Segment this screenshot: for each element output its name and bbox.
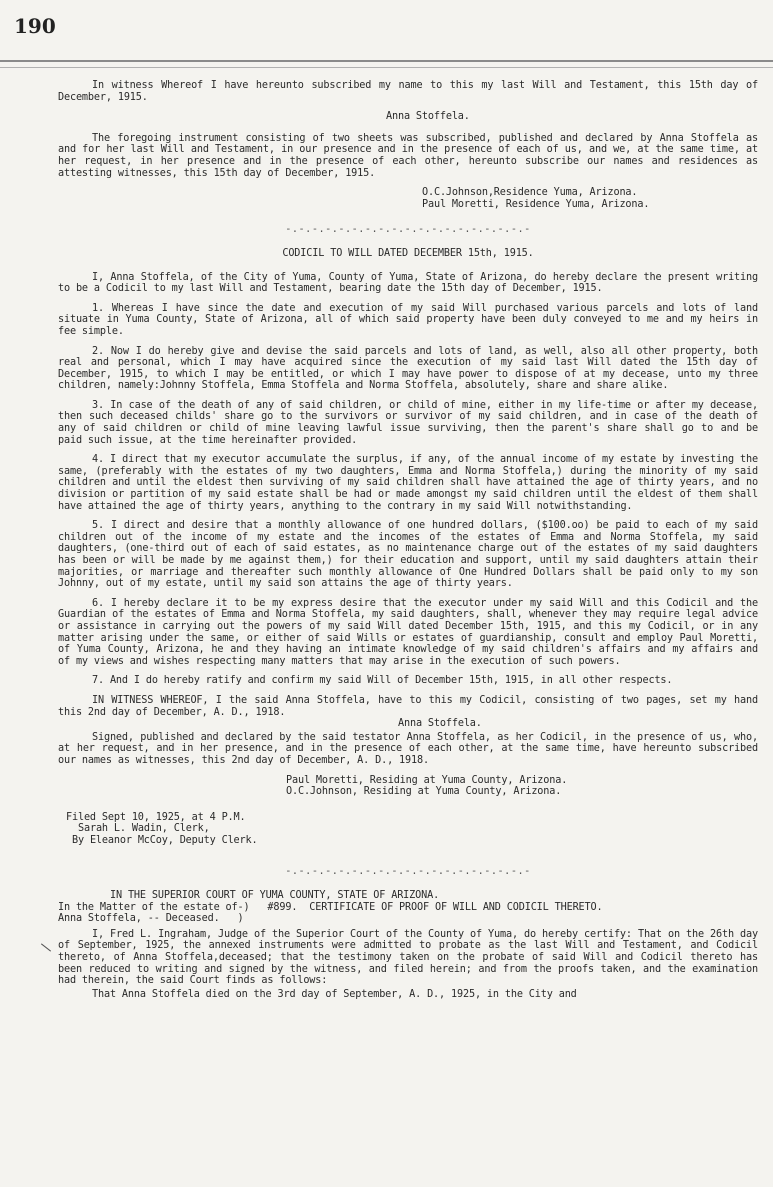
will-witness-2: Paul Moretti, Residence Yuma, Arizona. <box>422 198 650 210</box>
codicil-paragraph-4: 4. I direct that my executor accumulate the surplus, if any, of the annual income of my estate by investing the same, (preferably with the estates of my two daughters, Emma and Norma Stoffela,) during the minority of my said children and until the eldest then surviving of my said children shall have attained the age of thirty years, and no division or partition of my said estate shall be had or made amongst my said children until the eldest of them shall have attained the age of thirty years, anything to the contrary in my said Will notwithstanding. <box>58 454 758 512</box>
will-attestation: In witness Whereof I have hereunto subscribed my name to this my last Will and Testament, this 15th day of December, 1915. <box>58 80 758 103</box>
codicil-heading: CODICIL TO WILL DATED DECEMBER 15th, 1915. <box>282 247 534 259</box>
codicil-witnesses <box>58 775 758 798</box>
will-witness-1: O.C.Johnson,Residence Yuma, Arizona. <box>422 187 638 199</box>
codicil-intro: I, Anna Stoffela, of the City of Yuma, County of Yuma, State of Arizona, do hereby declare the present writing to be a Codicil to my last Will and Testament, bearing date the 15th day of December, 1915. <box>58 271 758 295</box>
separator-1: -.-.-.-.-.-.-.-.-.-.-.-.-.-.-.-.-.-.- <box>285 224 531 236</box>
case-caption <box>58 902 758 925</box>
codicil-paragraph-2: 2. Now I do hereby give and devise the said parcels and lots of land, as well, also all other property, both real and personal, which I may have acquired since the execution of my said last Will dated the 15th day of December, 1915, to which I may be entitled, or which I may have power to dispose of at my decease, unto my three children, namely:Johnny Stoffela, Emma Stoffela and Norma Stoffela, absolutely, share and share alike. <box>58 345 758 392</box>
codicil-paragraph-7: 7. And I do hereby ratify and confirm my said Will of December 15th, 1915, in all other respects. <box>92 675 673 687</box>
caption-line-2: Anna Stoffela, -- Deceased. ) <box>58 913 244 925</box>
codicil-paragraph-1: 1. Whereas I have since the date and execution of my said Will purchased various parcels and lots of land situate in Yuma County, State of Arizona, all of which said property have been duly conveyed to me and my heirs in fee simple. <box>58 302 758 337</box>
separator-2: -.-.-.-.-.-.-.-.-.-.-.-.-.-.-.-.-.-.- <box>285 866 531 878</box>
filing-line-1: Filed Sept 10, 1925, at 4 P.M. <box>66 811 246 823</box>
court-heading: IN THE SUPERIOR COURT OF YUMA COUNTY, STATE OF ARIZONA. <box>110 890 440 902</box>
codicil-paragraph-5: 5. I direct and desire that a monthly allowance of one hundred dollars, ($100.oo) be paid to each of my said children out of the income of my estate and the incomes of the estates of Emma and Norma Stoffela, my said daughters, (one-third out of each of said estates, as no maintenance charge out of the estates of my said daughters has been or will be made by me against them,) for their education and support, until my said daughters attain their majorities, or marriage and thereafter such monthly allowance of One Hundred Dollars shall be paid only to my son Johnny, out of my estate, until my said son attains the age of thirty years. <box>58 520 758 590</box>
codicil-signature: Anna Stoffela. <box>398 718 482 730</box>
certificate-body: I, Fred L. Ingraham, Judge of the Superior Court of the County of Yuma, do hereby certify: That on the 26th day of September, 1925, the annexed instruments were admitted to probate as the last Will and Testament, and Codicil thereto, of Anna Stoffela,deceased; that the testimony taken on the probate of said Will and Codicil thereto has been reduced to writing and signed by the witness, and filed herein; and from the proofs taken, and the examination had therein, the said Court finds as follows: <box>58 928 758 987</box>
will-signature: Anna Stoffela. <box>386 111 470 123</box>
margin-mark <box>41 943 51 951</box>
caption-line-1: In the Matter of the estate of-) #899. CERTIFICATE OF PROOF OF WILL AND CODICIL THERETO. <box>58 901 603 913</box>
filing-note <box>58 812 758 847</box>
will-witnesses <box>58 187 758 210</box>
filing-line-3: By Eleanor McCoy, Deputy Clerk. <box>72 834 258 846</box>
codicil-witness-1: Paul Moretti, Residing at Yuma County, Arizona. <box>286 774 568 786</box>
header-rule <box>0 60 773 68</box>
filing-line-2: Sarah L. Wadin, Clerk, <box>78 823 210 835</box>
document-body <box>58 80 758 1008</box>
codicil-witness-2: O.C.Johnson, Residing at Yuma County, Arizona. <box>286 786 562 798</box>
certificate-finding: That Anna Stoffela died on the 3rd day of September, A. D., 1925, in the City and <box>92 988 577 1000</box>
will-witness-clause: The foregoing instrument consisting of two sheets was subscribed, published and declared by Anna Stoffela as and for her last Will and Testament, in our presence and in the presence of each of us, and we, at the same time, at her request, in her presence and in the presence of each other, hereunto subscribe our names and residences as attesting witnesses, this 15th day of December, 1915. <box>58 132 758 179</box>
page-number: 190 <box>14 14 56 38</box>
codicil-attestation: IN WITNESS WHEREOF, I the said Anna Stoffela, have to this my Codicil, consisting of two pages, set my hand this 2nd day of December, A. D., 1918. <box>58 694 758 718</box>
codicil-witness-clause: Signed, published and declared by the said testator Anna Stoffela, as her Codicil, in the presence of us, who, at her request, and in her presence, and in the presence of each other, at the same time, have hereunto subscribed our names as witnesses, this 2nd day of December, A. D., 1918. <box>58 731 758 766</box>
codicil-paragraph-3: 3. In case of the death of any of said children, or child of mine, either in my life-time or after my decease, then such deceased childs' share go to the survivors or survivor of my said children, and in case of the death of any of said children or child of mine leaving lawful issue surviving, then the parent's share shall go to and be paid such issue, at the time hereinafter provided. <box>58 399 758 446</box>
codicil-paragraph-6: 6. I hereby declare it to be my express desire that the executor under my said Will and this Codicil and the Guardian of the estates of Emma and Norma Stoffela, my said daughters, shall, whenever they may require legal advice or assistance in carrying out the powers of my said Will dated December 15th, 1915, and this my Codicil, or in any matter arising under the same, or either of said Wills or estates of guardianship, consult and employ Paul Moretti, of Yuma County, Arizona, he and they having an intimate knowledge of my said children's affairs and my affairs and of my views and wishes respecting many matters that may arise in the execution of such powers. <box>58 597 758 667</box>
